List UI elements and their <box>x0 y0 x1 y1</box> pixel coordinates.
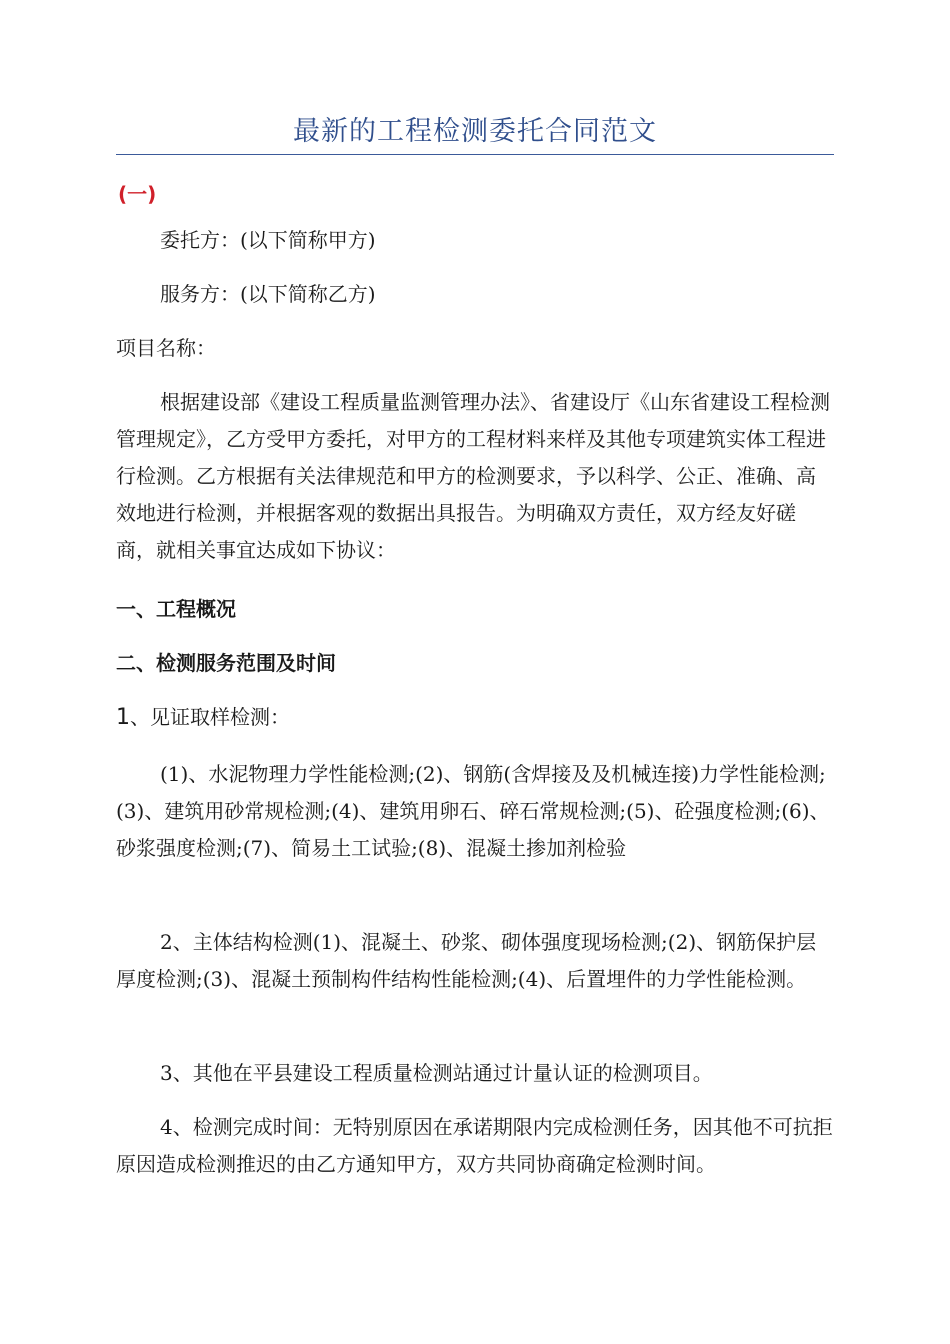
client-line: 委托方：(以下简称甲方) <box>160 228 376 252</box>
heading-project-overview: 一、工程概况 <box>116 597 236 621</box>
project-name-line: 项目名称： <box>116 336 216 360</box>
section-marker: (一) <box>118 182 157 206</box>
item-1-body: (1)、水泥物理力学性能检测;(2)、钢筋(含焊接及及机械连接)力学性能检测;(3)、建筑用砂常规检测;(4)、建筑用卵石、碎石常规检测;(5)、砼强度检测;(6)、砂浆强度检测;(7)、简易土工试验;(8)、混凝土掺加剂检验 <box>116 762 830 860</box>
intro-paragraph: 根据建设部《建设工程质量监测管理办法》、省建设厅《山东省建设工程检测管理规定》，乙方受甲方委托，对甲方的工程材料来样及其他专项建筑实体工程进行检测。乙方根据有关法律规范和甲方的检测要求，予以科学、公正、准确、高效地进行检测，并根据客观的数据出具报告。为明确双方责任，双方经友好磋商，就相关事宜达成如下协议： <box>116 390 830 562</box>
item-4-paragraph: 4、检测完成时间：无特别原因在承诺期限内完成检测任务，因其他不可抗拒原因造成检测推迟的由乙方通知甲方，双方共同协商确定检测时间。 <box>116 1115 833 1176</box>
provider-line: 服务方：(以下简称乙方) <box>160 282 376 306</box>
heading-service-scope: 二、检测服务范围及时间 <box>116 651 336 675</box>
item-2-paragraph: 2、主体结构检测(1)、混凝土、砂浆、砌体强度现场检测;(2)、钢筋保护层厚度检测;(3)、混凝土预制构件结构性能检测;(4)、后置埋件的力学性能检测。 <box>116 930 817 991</box>
title-divider <box>116 154 834 155</box>
item-1-label: 、见证取样检测： <box>130 705 290 729</box>
item-3-paragraph: 3、其他在平县建设工程质量检测站通过计量认证的检测项目。 <box>160 1061 713 1085</box>
document-title: 最新的工程检测委托合同范文 <box>293 116 657 147</box>
item-1-heading <box>116 702 290 733</box>
item-1-number: 1 <box>116 705 130 730</box>
